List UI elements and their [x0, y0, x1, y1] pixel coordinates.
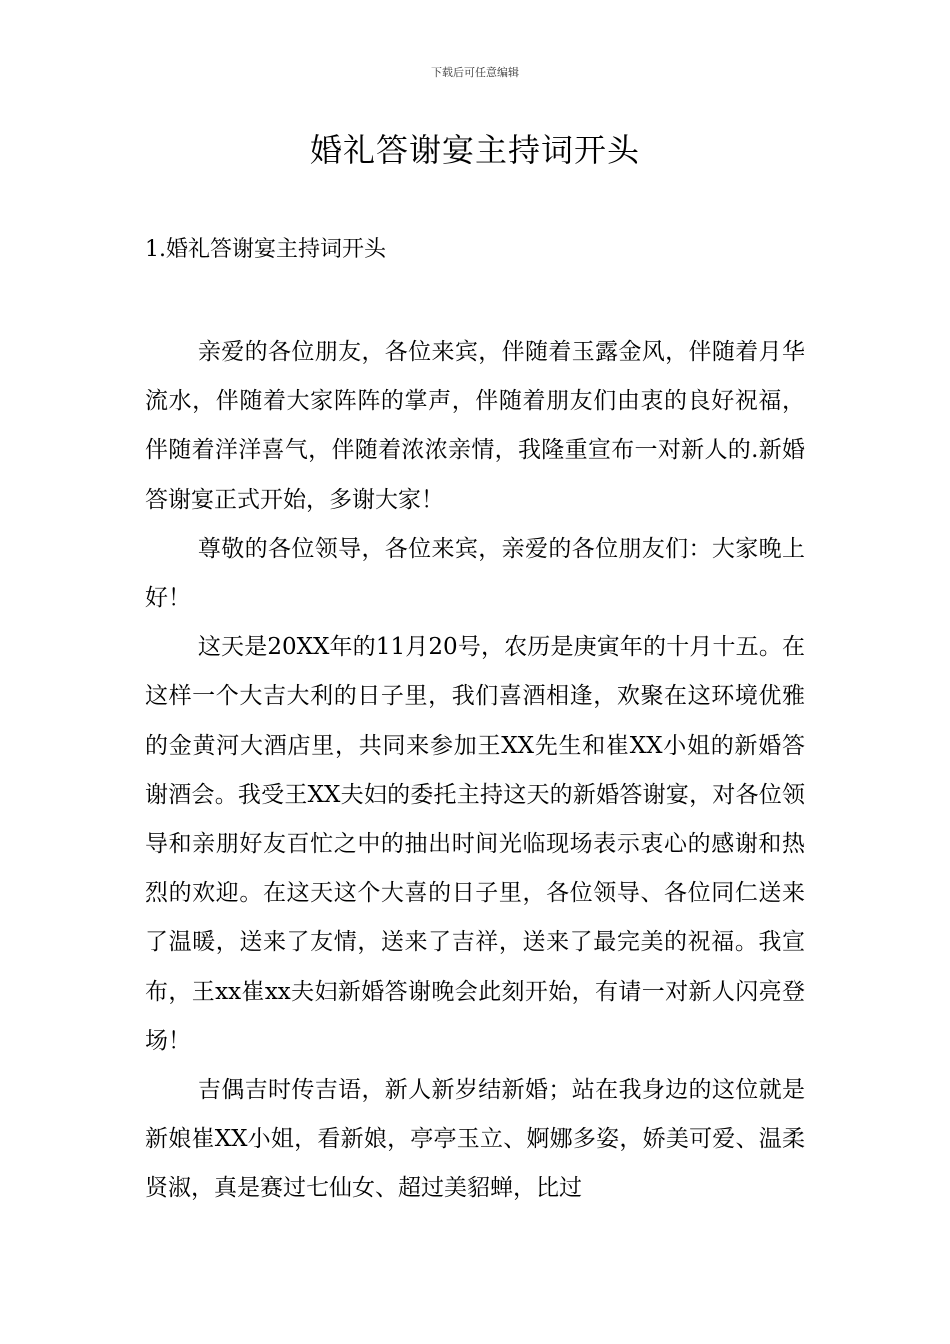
paragraph-opening: 亲爱的各位朋友，各位来宾，伴随着玉露金风，伴随着月华流水，伴随着大家阵阵的掌声，伴随着朋友们由衷的良好祝福，伴随着洋洋喜气，伴随着浓浓亲情，我隆重宣布一对新人的.新婚答谢宴正式开始，多谢大家！ — [145, 339, 805, 513]
paragraph-greeting: 尊敬的各位领导，各位来宾，亲爱的各位朋友们：大家晚上好！ — [145, 535, 805, 612]
paragraph-bride: 吉偶吉时传吉语，新人新岁结新婚；站在我身边的这位就是新娘崔XX小姐，看新娘，亭亭玉立、婀娜多姿，娇美可爱、温柔贤淑，真是赛过七仙女、超过美貂蝉，比过 — [145, 1077, 805, 1202]
section-heading: 1.婚礼答谢宴主持词开头 — [145, 237, 386, 262]
body-text — [145, 328, 805, 1214]
header-note: 下载后可任意编辑 — [431, 66, 519, 79]
document-title: 婚礼答谢宴主持词开头 — [309, 131, 640, 169]
paragraph-main: 这天是20XX年的11月20号，农历是庚寅年的十月十五。在这样一个大吉大利的日子里，我们喜酒相逢，欢聚在这环境优雅的金黄河大酒店里，共同来参加王XX先生和崔XX小姐的新婚答谢酒会。我受王XX夫妇的委托主持这天的新婚答谢宴，对各位领导和亲朋好友百忙之中的抽出时间光临现场表示衷心的感谢和热烈的欢迎。在这天这个大喜的日子里，各位领导、各位同仁送来了温暖，送来了友情，送来了吉祥，送来了最完美的祝福。我宣布，王xx崔xx夫妇新婚答谢晚会此刻开始，有请一对新人闪亮登场！ — [145, 634, 805, 1054]
